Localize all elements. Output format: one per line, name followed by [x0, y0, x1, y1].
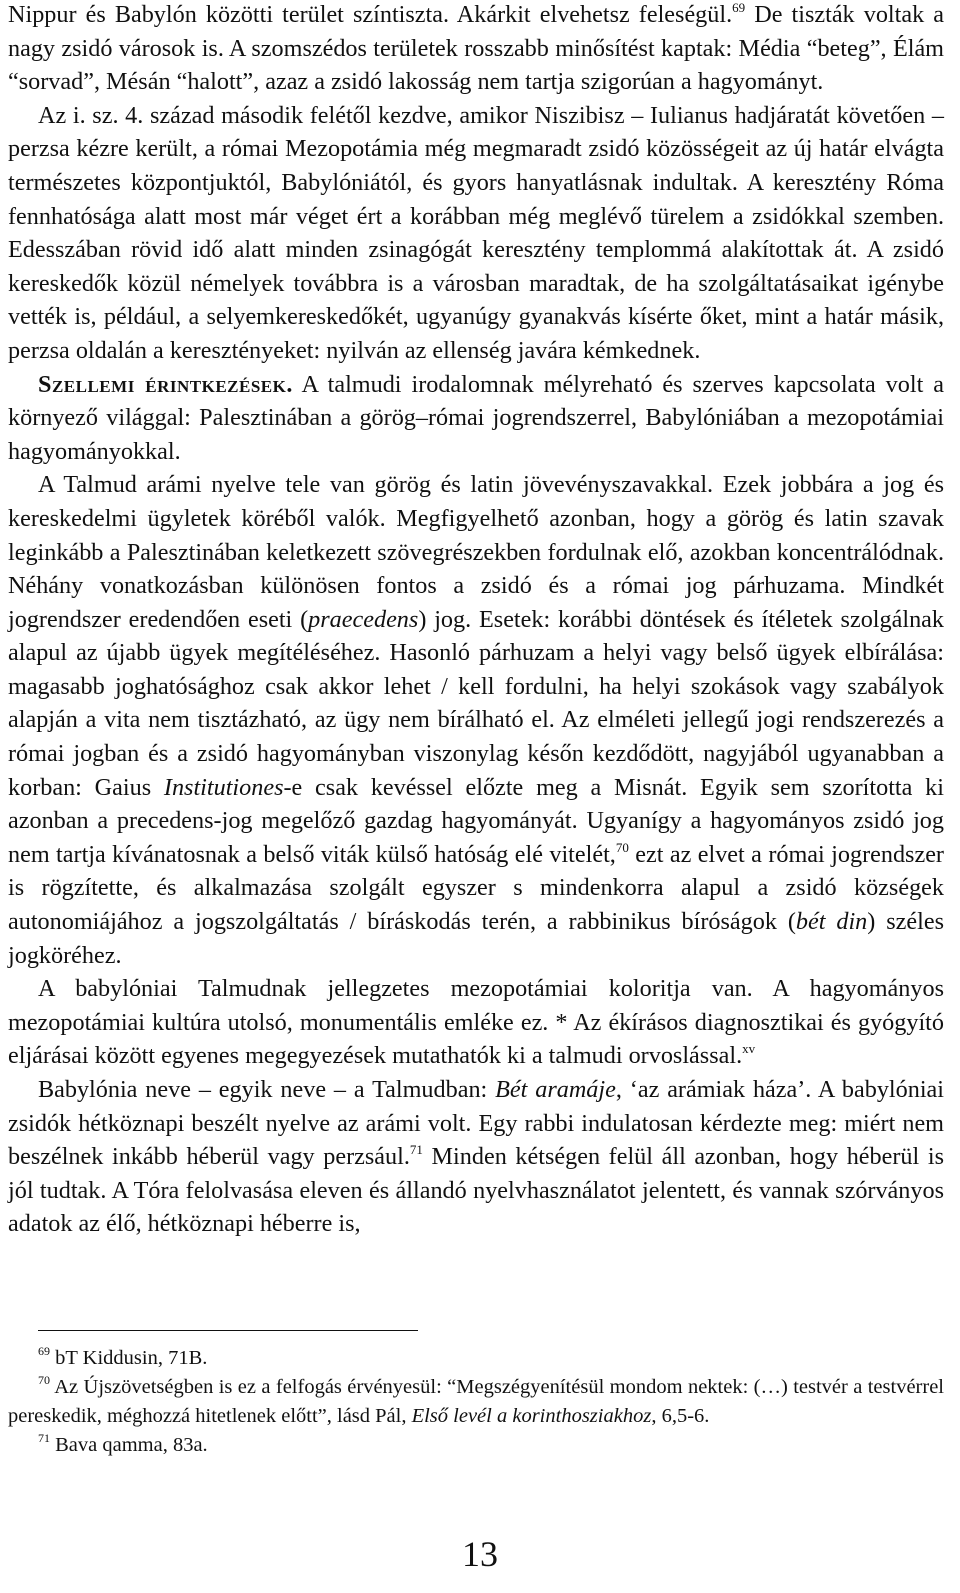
paragraph-4: A Talmud arámi nyelve tele van görög és latin jövevényszavakkal. Ezek jobbára a jog és kereskedelmi ügyletek köréből valók. Megfigyelhető azonban, hogy a görög és latin szavak leginkább a Palesztinában keletkezett szövegrészekben fordulnak elő, azokban koncentrálódnak. Néhány vonatkozásban különösen fontos a zsidó és a római jog párhuzama. Mindkét jogrendszer eredendően eseti (praecedens) jog. Esetek: korábbi döntések és ítéletek szolgálnak alapul az újabb ügyek megítéléséhez. Hasonló párhuzam a helyi vagy belső ügyek elbírálása: magasabb joghatósághoz csak akkor lehet / kell fordulni, ha helyi szokások vagy szabályok alapján a vita nem tisztázható, az ügy nem bírálható el. Az elméleti jellegű jogi rendszerezés a római jogban és a zsidó hagyományban viszonylag későn kezdődött, nagyjából ugyanabban a korban: Gaius Institutiones-e csak kevéssel előzte meg a Misnát. Egyik sem szorította ki azonban a precedens-jog megelőző gazdag hagyományát. Ugyanígy a hagyományos zsidó jog nem tartja kívánatosnak a belső viták külső hatóság elé vitelét,$^{70}$ ezt az elvet a római jogrendszer is rögzítette, és alkalmazása szolgált egyszer s mindenkorra alapul a zsidó községek autonomiájához a jogszolgáltatás / bíráskodás terén, a rabbinikus bíróságok (bét din) széles jogköréhez. [8, 471, 944, 969]
footnote-ref-69: 69 [732, 0, 746, 15]
footnote-69: $^{69}$ bT Kiddusin, 71B. [38, 1344, 208, 1369]
paragraph-1: Nippur és Babylón közötti terület színtiszta. Akárkit elvehetsz feleségül.$^{69}$ De tiszták voltak a nagy zsidó városok is. A szomszédos területek rosszabb minősítést kaptak: Média “beteg”, Élám “sorvad”, Mésán “halott”, azaz a zsidó lakosság nem tartja szigorúan a hagyományt. [8, 0, 944, 96]
paragraph-2: Az i. sz. 4. század második felétől kezdve, amikor Niszibisz – Iulianus hadjáratát követően – perzsa kézre került, a római Mezopotámia még megmaradt zsidó közösségeit az új határ elvágta természetes központjuktól, Babylóniától, és gyors hanyatlásnak indultak. A keresztény Róma fennhatósága alatt most már véget ért a korábban még meglévő türelem a zsidókkal szemben. Edesszában rövid idő alatt minden zsinagógát keresztény templommá alakítottak át. A zsidó kereskedők közül némelyek továbbra is a városban maradtak, de ha szolgáltatásaikat igénybe vették is, például, a selyemkereskedőkét, ugyanúgy gyanakvás kísérte őket, mint a határ másik, perzsa oldalán a keresztényeket: nyilván az ellenség javára kémkednek. [8, 101, 944, 364]
document-page [8, 0, 944, 1456]
footnote-70: $^{70}$ Az Újszövetségben is ez a felfogás érvényesül: “Megszégyenítésül mondom nektek: (…) testvér a testvérrel pereskedik, méghozzá hitetlenek előtt”, lásd Pál, Első levél a korinthosziakhoz, 6,5-6. [8, 1373, 944, 1427]
paragraph-5: A babylóniai Talmudnak jellegzetes mezopotámiai koloritja van. A hagyományos mezopotámiai kultúra utolsó, monumentális emléke ez. * Az ékírásos diagnosztikai és gyógyító eljárásai között egyenes megegyezések mutathatók ki a talmudi orvoslással.$^{xv}$ [8, 975, 944, 1070]
footnote-ref-70: 70 [615, 839, 629, 855]
paragraph-6: Babylónia neve – egyik neve – a Talmudban: Bét aramáje, ‘az arámiak háza’. A babylóniai zsidók hétköznapi beszélt nyelve az arámi volt. Egy rabbi indulatosan kérdezte meg: miért nem beszélnek inkább héberül vagy perzsául.$^{71}$ Minden kétségen felül áll azonban, hogy héberül is jól tudtak. A Tóra felolvasása eleven és állandó nyelvhasználatot jelentett, és vannak szórványos adatok az élő, hétköznapi héberre is, [8, 1076, 944, 1238]
footnote-separator [38, 1330, 418, 1331]
body-text [8, 0, 944, 1241]
paragraph-3: Szellemi érintkezések. A talmudi irodalomnak mélyreható és szerves kapcsolata volt a környező világgal: Palesztinában a görög–római jogrendszerrel, Babylóniában a mezopotámiai hagyományokkal. [8, 370, 944, 465]
page-number: 13 [462, 1534, 498, 1574]
footnotes [8, 1344, 944, 1460]
footnote-71: $^{71}$ Bava qamma, 83a. [38, 1431, 208, 1456]
footnote-ref-71: 71 [409, 1142, 423, 1158]
section-heading: Szellemi érintkezések. [38, 370, 293, 398]
endnote-ref-xv: xv [742, 1041, 756, 1057]
